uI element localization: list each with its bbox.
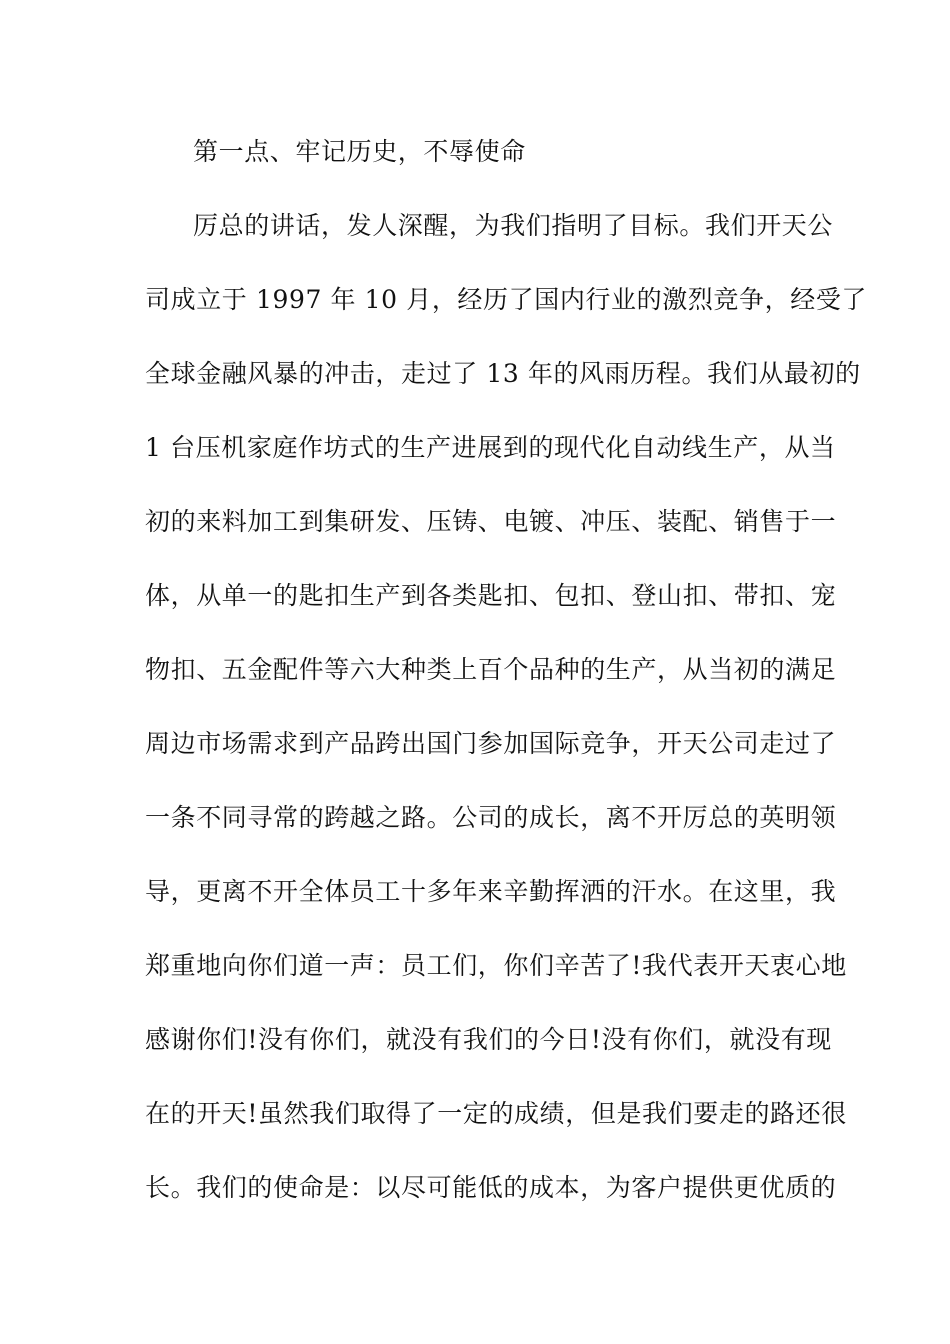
paragraph-line: 初的来料加工到集研发、压铸、电镀、冲压、装配、销售于一 bbox=[145, 507, 837, 536]
paragraph-line: 司成立于 1997 年 10 月，经历了国内行业的激烈竞争，经受了 bbox=[145, 285, 868, 314]
paragraph-line: 周边市场需求到产品跨出国门参加国际竞争，开天公司走过了 bbox=[145, 729, 837, 758]
paragraph-line: 长。我们的使命是：以尽可能低的成本，为客户提供更优质的 bbox=[145, 1173, 837, 1202]
section-heading: 第一点、牢记历史，不辱使命 bbox=[193, 137, 526, 166]
paragraph-line: 物扣、五金配件等六大种类上百个品种的生产，从当初的满足 bbox=[145, 655, 837, 684]
paragraph-line: 导，更离不开全体员工十多年来辛勤挥洒的汗水。在这里，我 bbox=[145, 877, 837, 906]
paragraph-line: 1 台压机家庭作坊式的生产进展到的现代化自动线生产，从当 bbox=[145, 433, 836, 462]
paragraph-line: 厉总的讲话，发人深醒，为我们指明了目标。我们开天公 bbox=[193, 211, 834, 240]
paragraph-line: 一条不同寻常的跨越之路。公司的成长，离不开厉总的英明领 bbox=[145, 803, 837, 832]
paragraph-line: 感谢你们!没有你们，就没有我们的今日!没有你们，就没有现 bbox=[145, 1025, 832, 1054]
paragraph-line: 在的开天!虽然我们取得了一定的成绩，但是我们要走的路还很 bbox=[145, 1099, 847, 1128]
paragraph-line: 全球金融风暴的冲击，走过了 13 年的风雨历程。我们从最初的 bbox=[145, 359, 861, 388]
paragraph-line: 体，从单一的匙扣生产到各类匙扣、包扣、登山扣、带扣、宠 bbox=[145, 581, 837, 610]
paragraph-line: 郑重地向你们道一声：员工们，你们辛苦了!我代表开天衷心地 bbox=[145, 951, 847, 980]
